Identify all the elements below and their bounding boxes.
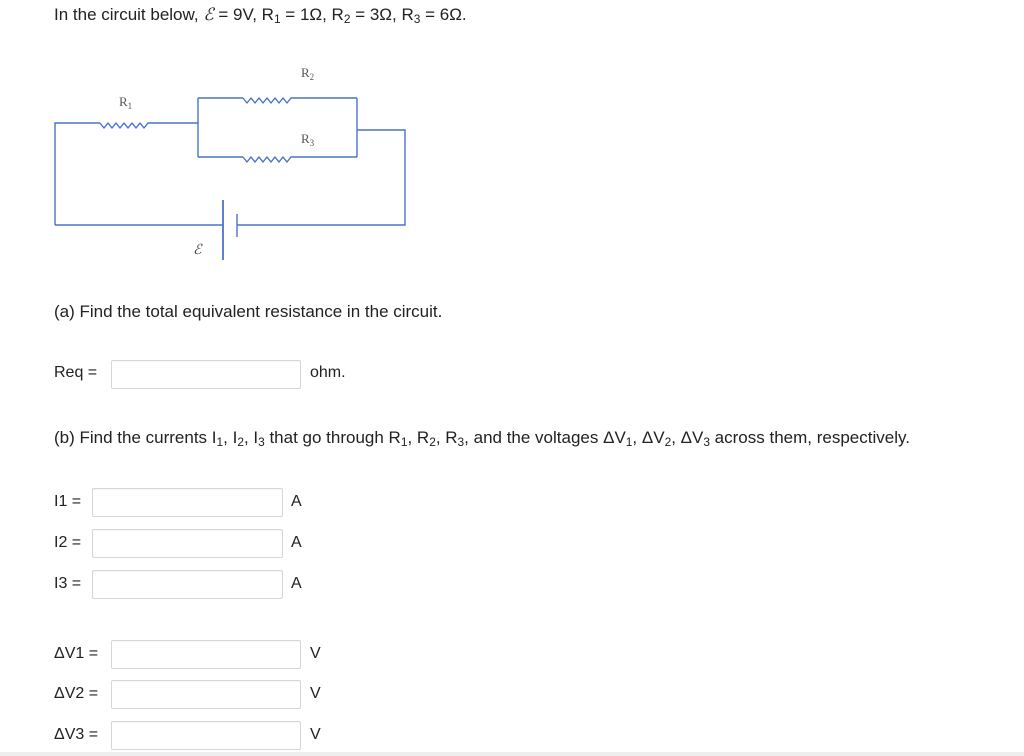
r3-label: $R_3$ [301, 131, 315, 148]
i2-input[interactable] [92, 529, 283, 558]
r1-label: $R_1$ [119, 94, 133, 111]
dv3-label: ΔV3 = [54, 726, 99, 743]
problem-sub-3: 3 [413, 11, 421, 26]
dv1-label: ΔV1 = [54, 645, 99, 662]
circuit-diagram [0, 0, 1024, 280]
i3-input[interactable] [92, 570, 283, 599]
emf-label: ℰ [193, 243, 202, 258]
i2-label: I2 = [54, 534, 82, 551]
problem-values-1: = 9V, R [213, 5, 274, 24]
dv2-unit: V [310, 685, 321, 702]
req-label: Req = [54, 364, 98, 381]
r1-resistor [100, 123, 152, 128]
i1-input[interactable] [92, 488, 283, 517]
i1-label: I1 = [54, 493, 82, 510]
dv3-input[interactable] [111, 721, 301, 750]
part-b-prompt: (b) Find the currents $I_1$, $I_2$, $I_3$ that go through $R_1$, $R_2$, $R_3$, and the voltages $\Delta V_1$, $\Delta V_2$, $\Delta V_3$ across them, respectively. [54, 428, 910, 449]
page-bottom-divider [0, 752, 1024, 756]
problem-values-2: = 1Ω, R [280, 5, 344, 24]
dv2-label: ΔV2 = [54, 685, 99, 702]
req-unit: ohm. [310, 364, 346, 381]
problem-values-3: = 3Ω, R [350, 5, 414, 24]
r2-resistor [243, 98, 297, 103]
part-a-prompt: (a) Find the total equivalent resistance in the circuit. [54, 302, 443, 321]
r2-label: $R_2$ [301, 65, 315, 82]
problem-sub-1: 1 [273, 11, 281, 26]
problem-intro: In the circuit below, [54, 5, 204, 24]
right-loop-wire [237, 130, 405, 225]
dv1-unit: V [310, 645, 321, 662]
problem-values-4: = 6Ω. [420, 5, 467, 24]
i1-unit: A [291, 493, 302, 510]
r3-resistor [243, 157, 297, 162]
i2-unit: A [291, 534, 302, 551]
dv1-input[interactable] [111, 640, 301, 669]
req-input[interactable] [111, 360, 301, 389]
problem-sub-2: 2 [343, 11, 351, 26]
i3-unit: A [291, 575, 302, 592]
left-top-wire [55, 123, 100, 225]
dv3-unit: V [310, 726, 321, 743]
i3-label: I3 = [54, 575, 82, 592]
dv2-input[interactable] [111, 680, 301, 709]
emf-symbol: ℰ [203, 5, 214, 24]
